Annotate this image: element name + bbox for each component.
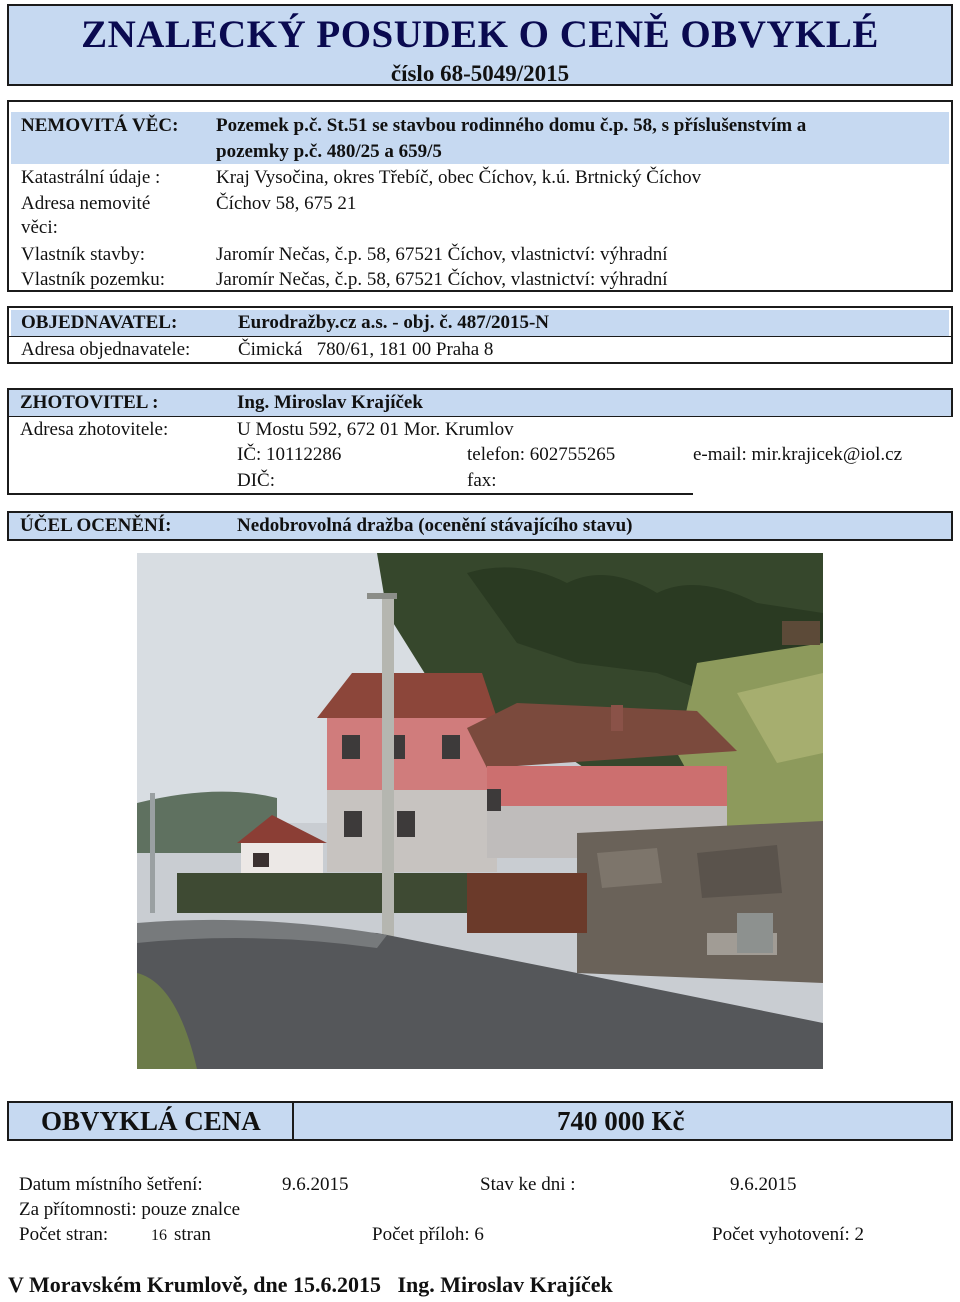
orderer-section — [7, 306, 953, 364]
orderer-value: Eurodražby.cz a.s. - obj. č. 487/2015-N — [238, 312, 550, 333]
divider — [292, 1103, 294, 1139]
cadastral-value: Kraj Vysočina, okres Třebíč, obec Číchov, k.ú. Brtnický Číchov — [216, 167, 702, 188]
state-date-label: Stav ke dni : — [480, 1174, 576, 1195]
purpose-label: ÚČEL OCENĚNÍ: — [20, 515, 172, 536]
pages-label: Počet stran: — [19, 1224, 109, 1245]
divider — [7, 388, 953, 390]
maker-ic: IČ: 10112286 — [237, 444, 342, 465]
owner-building-label: Vlastník stavby: — [21, 244, 146, 265]
document-number: číslo 68-5049/2015 — [390, 61, 570, 86]
house-photo — [137, 553, 823, 1069]
divider — [951, 388, 953, 417]
property-section — [7, 100, 953, 292]
title-box — [7, 4, 953, 86]
owner-land-label: Vlastník pozemku: — [21, 269, 166, 290]
cadastral-label: Katastrální údaje : — [21, 167, 161, 188]
maker-address-value: U Mostu 592, 672 01 Mor. Krumlov — [237, 419, 514, 440]
maker-fax: fax: — [467, 470, 497, 491]
owner-land-value: Jaromír Nečas, č.p. 58, 67521 Číchov, vlastnictví: výhradní — [216, 269, 668, 290]
orderer-address-label: Adresa objednavatele: — [21, 339, 191, 360]
property-label: NEMOVITÁ VĚC: — [21, 115, 179, 136]
property-line-2: pozemky p.č. 480/25 a 659/5 — [216, 141, 442, 162]
survey-date-label: Datum místního šetření: — [19, 1174, 203, 1195]
divider — [9, 336, 951, 337]
divider — [7, 388, 9, 495]
price-section — [7, 1101, 953, 1141]
signature-line: V Moravském Krumlově, dne 15.6.2015 Ing. Miroslav Krajíček — [8, 1272, 613, 1297]
purpose-value: Nedobrovolná dražba (ocenění stávajícího stavu) — [237, 515, 633, 536]
maker-phone: telefon: 602755265 — [467, 444, 616, 465]
pages-unit: stran — [174, 1224, 211, 1245]
copies-count: Počet vyhotovení: 2 — [712, 1224, 864, 1245]
price-label: OBVYKLÁ CENA — [41, 1106, 261, 1136]
divider — [7, 416, 953, 417]
maker-dic: DIČ: — [237, 470, 275, 491]
pages-value: 16 — [151, 1227, 167, 1244]
address-value: Číchov 58, 675 21 — [216, 193, 357, 214]
maker-address-label: Adresa zhotovitele: — [20, 419, 169, 440]
owner-building-value: Jaromír Nečas, č.p. 58, 67521 Číchov, vlastnictví: výhradní — [216, 244, 668, 265]
maker-label: ZHOTOVITEL : — [20, 392, 159, 413]
address-label-2: věci: — [21, 217, 58, 238]
survey-date-value: 9.6.2015 — [282, 1174, 349, 1195]
orderer-label: OBJEDNAVATEL: — [21, 312, 178, 333]
document-title: ZNALECKÝ POSUDEK O CENĚ OBVYKLÉ — [81, 13, 879, 56]
maker-value: Ing. Miroslav Krajíček — [237, 392, 423, 413]
state-date-value: 9.6.2015 — [730, 1174, 797, 1195]
divider — [7, 493, 693, 495]
address-label: Adresa nemovité — [21, 193, 151, 214]
property-line-1: Pozemek p.č. St.51 se stavbou rodinného domu č.p. 58, s příslušenstvím a — [216, 115, 807, 136]
maker-email: e-mail: mir.krajicek@iol.cz — [693, 444, 902, 465]
attachments-count: Počet příloh: 6 — [372, 1224, 484, 1245]
orderer-address-value: Čimická 780/61, 181 00 Praha 8 — [238, 339, 494, 360]
presence-text: Za přítomnosti: pouze znalce — [19, 1199, 241, 1220]
price-value: 740 000 Kč — [557, 1106, 685, 1136]
purpose-section — [7, 511, 953, 541]
